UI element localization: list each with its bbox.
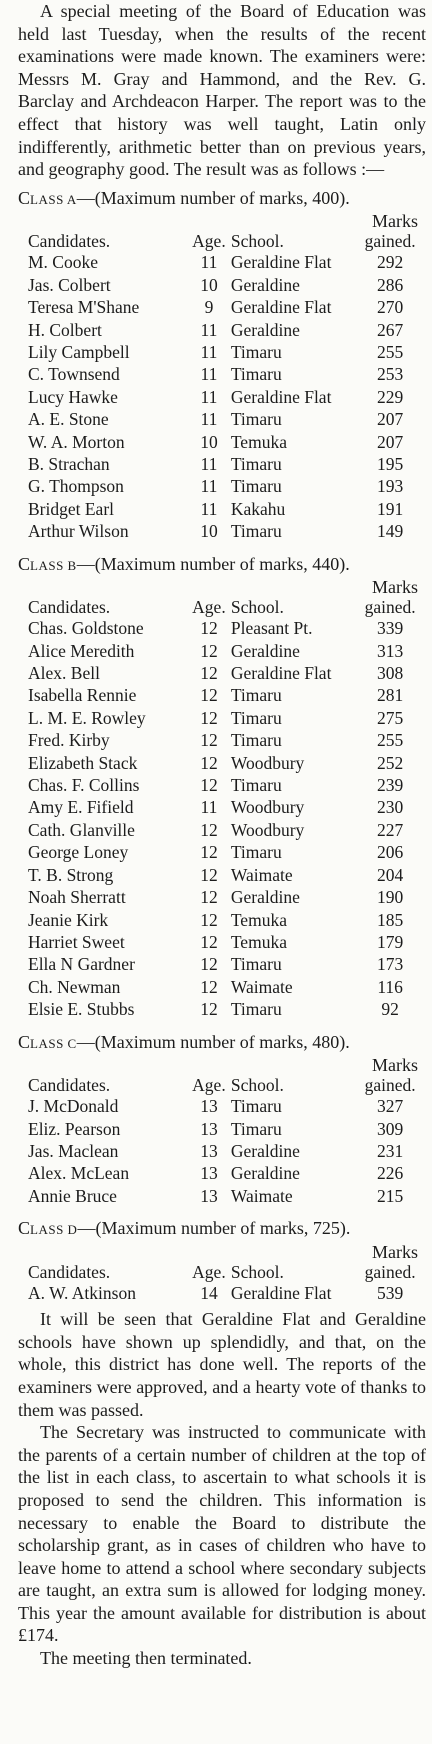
candidate-age: 12	[200, 954, 218, 975]
candidate-school: Timaru	[230, 999, 282, 1020]
candidate-name: Isabella Rennie	[28, 685, 137, 706]
candidate-name: H. Colbert	[28, 319, 102, 340]
candidate-school: Temuka	[230, 909, 287, 930]
class-heading-name: LASS D	[30, 1222, 78, 1238]
marks-column-label: Marks	[372, 577, 418, 598]
candidate-school: Timaru	[230, 341, 282, 362]
candidate-school: Pleasant Pt.	[230, 618, 313, 639]
candidate-marks: 255	[377, 341, 404, 362]
table-row	[18, 841, 426, 863]
candidate-marks: 173	[377, 954, 404, 975]
marks-header: gained.	[364, 1261, 416, 1282]
candidate-age: 11	[200, 319, 218, 340]
candidate-school: Timaru	[230, 454, 282, 474]
candidate-age: 12	[200, 999, 218, 1020]
candidate-name: Arthur Wilson	[28, 521, 129, 542]
table-row	[18, 684, 426, 706]
class-heading-maximum: —(Maximum number of marks, 400).	[76, 187, 350, 208]
candidate-age: 11	[200, 341, 218, 362]
candidate-marks: 309	[377, 1118, 404, 1139]
candidate-age: 9	[204, 297, 214, 318]
candidate-age: 11	[200, 476, 218, 497]
candidate-school: Waimate	[230, 864, 293, 885]
table-row	[18, 408, 426, 430]
intro-paragraph: A special meeting of the Board of Education was held last Tuesday, when the results of the recent examinations were made known. The examiners were: Messrs M. Gray and Hammond, and the Rev. G. Barclay and Archdeacon Harper. The report was to the effect that history was well taught, Latin only indifferently, arithmetic better than on previous years, and geography good. The result was as follows :—	[18, 1, 426, 180]
table-row	[18, 909, 426, 931]
candidate-school: Timaru	[230, 730, 282, 751]
candidate-age: 13	[200, 1185, 218, 1206]
candidate-name: Annie Bruce	[28, 1185, 117, 1206]
candidate-age: 10	[200, 431, 218, 452]
candidate-name: B. Strachan	[28, 454, 110, 474]
candidate-school: Waimate	[230, 1185, 293, 1206]
candidate-name: L. M. E. Rowley	[28, 707, 146, 728]
summary-paragraph: It will be seen that Geraldine Flat and Geraldine schools have shown up splendidly, and that, on the whole, this district has done well. The reports of the examiners were approved, and a hearty vote of thanks to them was passed.	[18, 1309, 426, 1420]
table-row	[18, 953, 426, 975]
age-header: Age.	[192, 231, 226, 252]
candidate-name: Cath. Glanville	[28, 819, 135, 840]
candidate-name: G. Thompson	[28, 476, 124, 497]
table-row	[18, 341, 426, 363]
table-row	[18, 976, 426, 998]
candidate-marks: 206	[377, 842, 404, 863]
table-row	[18, 617, 426, 639]
candidate-school: Waimate	[230, 976, 293, 997]
candidate-age: 12	[200, 640, 218, 661]
header-row	[18, 597, 426, 617]
candidate-age: 12	[200, 931, 218, 952]
candidate-marks: 195	[377, 454, 404, 474]
table-row	[18, 251, 426, 273]
candidate-age: 11	[200, 797, 218, 818]
candidate-school: Geraldine	[230, 1163, 300, 1184]
candidate-marks: 191	[377, 498, 404, 519]
candidate-age: 11	[200, 386, 218, 407]
candidate-marks: 226	[377, 1163, 404, 1184]
candidate-school: Geraldine Flat	[230, 252, 332, 273]
school-header: School.	[230, 231, 284, 252]
candidate-age: 11	[200, 364, 218, 385]
results-table	[18, 597, 426, 1020]
candidate-age: 14	[200, 1282, 218, 1303]
candidate-marks: 230	[377, 797, 404, 818]
marks-header: gained.	[364, 1075, 416, 1096]
marks-header: gained.	[364, 597, 416, 618]
class-spacer	[18, 543, 426, 547]
candidate-age: 10	[200, 521, 218, 542]
table-row	[18, 707, 426, 729]
candidate-marks: 190	[377, 887, 404, 908]
candidate-school: Timaru	[230, 1096, 282, 1117]
candidate-name: W. A. Morton	[28, 431, 125, 452]
results-table	[18, 1075, 426, 1207]
candidate-age: 12	[200, 864, 218, 885]
candidates-header: Candidates.	[28, 1075, 111, 1096]
candidate-name: Jas. Maclean	[28, 1140, 119, 1161]
candidate-name: A. W. Atkinson	[28, 1282, 136, 1303]
class-heading-name: LASS A	[30, 191, 77, 207]
candidate-marks: 215	[377, 1185, 404, 1206]
table-row	[18, 1118, 426, 1140]
table-row	[18, 386, 426, 408]
class-heading-maximum: —(Maximum number of marks, 480).	[76, 1031, 350, 1052]
marks-column-label: Marks	[372, 211, 418, 232]
table-row	[18, 819, 426, 841]
candidate-marks: 313	[377, 640, 404, 661]
candidate-marks: 193	[377, 476, 404, 497]
candidate-marks: 179	[377, 931, 404, 952]
candidate-school: Timaru	[230, 409, 282, 430]
candidate-marks: 327	[377, 1096, 404, 1117]
school-header: School.	[230, 1075, 284, 1096]
candidate-school: Timaru	[230, 1118, 282, 1139]
table-row	[18, 729, 426, 751]
candidate-name: Harriet Sweet	[28, 931, 125, 952]
age-header: Age.	[192, 1261, 226, 1282]
candidate-school: Timaru	[230, 476, 282, 497]
candidate-age: 12	[200, 663, 218, 684]
candidate-name: Ch. Newman	[28, 976, 121, 997]
table-row	[18, 498, 426, 520]
class-heading	[18, 187, 426, 212]
candidate-name: Jas. Colbert	[28, 274, 111, 295]
candidate-age: 12	[200, 707, 218, 728]
candidate-marks: 292	[377, 252, 404, 273]
candidate-name: George Loney	[28, 842, 129, 863]
marks-column-label: Marks	[372, 1055, 418, 1076]
candidate-marks: 116	[377, 976, 403, 997]
candidate-age: 12	[200, 909, 218, 930]
class-heading-initial: C	[18, 1218, 31, 1239]
class-heading-name: LASS B	[30, 557, 77, 573]
candidate-school: Geraldine Flat	[230, 1282, 332, 1303]
candidate-school: Timaru	[230, 954, 282, 975]
candidate-school: Timaru	[230, 685, 282, 706]
candidate-name: Bridget Earl	[28, 498, 115, 519]
candidate-school: Timaru	[230, 364, 282, 385]
candidate-age: 11	[200, 454, 218, 474]
candidate-marks: 207	[377, 409, 404, 430]
candidate-name: Lucy Hawke	[28, 386, 118, 407]
candidates-header: Candidates.	[28, 231, 111, 252]
candidate-school: Woodbury	[230, 819, 305, 840]
header-row	[18, 1075, 426, 1095]
candidate-marks: 281	[377, 685, 404, 706]
candidate-name: Lily Campbell	[28, 341, 130, 362]
candidate-school: Temuka	[230, 931, 287, 952]
candidate-marks: 253	[377, 364, 404, 385]
age-header: Age.	[192, 1075, 226, 1096]
candidate-school: Woodbury	[230, 797, 305, 818]
candidate-age: 13	[200, 1096, 218, 1117]
candidate-age: 13	[200, 1118, 218, 1139]
candidate-age: 12	[200, 976, 218, 997]
candidate-age: 13	[200, 1140, 218, 1161]
candidate-age: 10	[200, 274, 218, 295]
school-header: School.	[230, 1261, 284, 1282]
candidate-marks: 339	[377, 618, 404, 639]
header-row	[18, 1262, 426, 1282]
candidate-marks: 207	[377, 431, 404, 452]
candidate-age: 11	[200, 252, 218, 273]
candidate-age: 12	[200, 685, 218, 706]
class-spacer	[18, 1207, 426, 1211]
table-row	[18, 431, 426, 453]
candidate-marks: 275	[377, 707, 404, 728]
candidate-name: A. E. Stone	[28, 409, 109, 430]
candidate-name: Noah Sherratt	[28, 887, 126, 908]
candidate-marks: 239	[377, 775, 404, 796]
class-heading	[18, 1217, 426, 1242]
table-row	[18, 796, 426, 818]
class-heading	[18, 1031, 426, 1056]
candidate-name: Chas. Goldstone	[28, 618, 144, 639]
class-heading-initial: C	[18, 1031, 31, 1052]
class-spacer	[18, 1021, 426, 1025]
candidate-school: Timaru	[230, 775, 282, 796]
candidate-marks: 227	[377, 819, 404, 840]
table-row	[18, 319, 426, 341]
candidate-school: Geraldine	[230, 274, 300, 295]
candidate-school: Timaru	[230, 521, 282, 542]
candidate-school: Geraldine	[230, 887, 300, 908]
candidate-marks: 270	[377, 297, 404, 318]
table-row	[18, 1095, 426, 1117]
candidate-marks: 229	[377, 386, 404, 407]
candidate-name: Jeanie Kirk	[28, 909, 109, 930]
candidate-name: C. Townsend	[28, 364, 120, 385]
candidate-name: J. McDonald	[28, 1096, 119, 1117]
candidate-age: 12	[200, 618, 218, 639]
candidate-name: Ella N Gardner	[28, 954, 135, 975]
class-heading-name: LASS C	[30, 1035, 77, 1051]
candidate-marks: 286	[377, 274, 404, 295]
candidate-school: Geraldine Flat	[230, 663, 332, 684]
candidate-school: Timaru	[230, 707, 282, 728]
candidate-marks: 204	[377, 864, 404, 885]
age-header: Age.	[192, 597, 226, 618]
table-row	[18, 998, 426, 1020]
table-row	[18, 475, 426, 497]
candidate-name: Alice Meredith	[28, 640, 135, 661]
candidate-age: 12	[200, 887, 218, 908]
candidate-name: Amy E. Fifield	[28, 797, 134, 818]
candidate-name: Elizabeth Stack	[28, 752, 138, 773]
results-table	[18, 1262, 426, 1304]
candidate-name: M. Cooke	[28, 252, 98, 273]
candidate-name: Fred. Kirby	[28, 730, 110, 751]
table-row	[18, 1185, 426, 1207]
table-row	[18, 520, 426, 542]
class-heading-maximum: —(Maximum number of marks, 440).	[76, 553, 350, 574]
candidate-age: 11	[200, 498, 218, 519]
candidate-school: Kakahu	[230, 498, 286, 519]
candidate-school: Geraldine Flat	[230, 297, 332, 318]
candidate-marks: 149	[377, 521, 404, 542]
candidate-school: Geraldine Flat	[230, 386, 332, 407]
candidate-marks: 255	[377, 730, 404, 751]
results-table	[18, 231, 426, 542]
candidate-school: Temuka	[230, 431, 287, 452]
results-section	[18, 187, 426, 1308]
table-row	[18, 1140, 426, 1162]
marks-column-label: Marks	[372, 1241, 418, 1262]
candidate-marks: 252	[377, 752, 404, 773]
candidate-marks: 92	[381, 999, 399, 1020]
candidate-age: 11	[200, 409, 218, 430]
table-row	[18, 274, 426, 296]
candidate-age: 12	[200, 730, 218, 751]
candidate-marks: 185	[377, 909, 404, 930]
candidate-name: Alex. Bell	[28, 663, 100, 684]
table-row	[18, 886, 426, 908]
candidate-name: Teresa M'Shane	[28, 297, 140, 318]
table-row	[18, 453, 426, 475]
candidate-age: 12	[200, 775, 218, 796]
marks-header: gained.	[364, 231, 416, 252]
table-row	[18, 774, 426, 796]
table-row	[18, 931, 426, 953]
class-heading-initial: C	[18, 187, 31, 208]
candidate-name: Elsie E. Stubbs	[28, 999, 135, 1020]
candidate-school: Geraldine	[230, 1140, 300, 1161]
candidate-marks: 267	[377, 319, 404, 340]
table-row	[18, 752, 426, 774]
table-row	[18, 662, 426, 684]
candidate-age: 13	[200, 1163, 218, 1184]
candidate-age: 12	[200, 752, 218, 773]
class-heading-maximum: —(Maximum number of marks, 725).	[77, 1218, 351, 1239]
candidate-age: 12	[200, 819, 218, 840]
candidate-age: 12	[200, 842, 218, 863]
header-row	[18, 231, 426, 251]
candidate-name: Alex. McLean	[28, 1163, 130, 1184]
candidate-name: Eliz. Pearson	[28, 1118, 121, 1139]
candidates-header: Candidates.	[28, 1261, 111, 1282]
candidate-name: T. B. Strong	[28, 864, 114, 885]
table-row	[18, 1162, 426, 1184]
candidate-marks: 308	[377, 663, 404, 684]
class-heading-initial: C	[18, 553, 31, 574]
candidate-school: Timaru	[230, 842, 282, 863]
candidate-school: Geraldine	[230, 640, 300, 661]
table-row	[18, 864, 426, 886]
table-row	[18, 363, 426, 385]
table-row	[18, 1282, 426, 1304]
candidate-name: Chas. F. Collins	[28, 775, 140, 796]
candidate-school: Geraldine	[230, 319, 300, 340]
secretary-paragraph: The Secretary was instructed to communicate with the parents of a certain number of children at the top of the list in each class, to ascertain to what schools it is proposed to send the children. This information is necessary to enable the Board to distribute the scholarship grant, as in cases of children who have to leave home to attend a school where secondary subjects are taught, an extra sum is allowed for lodging money. This year the amount available for distribution is about £174.	[18, 1422, 426, 1646]
candidate-marks: 231	[377, 1140, 404, 1161]
table-row	[18, 296, 426, 318]
closing-paragraph: The meeting then terminated.	[40, 1648, 252, 1669]
class-heading	[18, 553, 426, 578]
candidate-marks: 539	[377, 1282, 404, 1303]
table-row	[18, 640, 426, 662]
school-header: School.	[230, 597, 284, 618]
candidates-header: Candidates.	[28, 597, 111, 618]
candidate-school: Woodbury	[230, 752, 305, 773]
